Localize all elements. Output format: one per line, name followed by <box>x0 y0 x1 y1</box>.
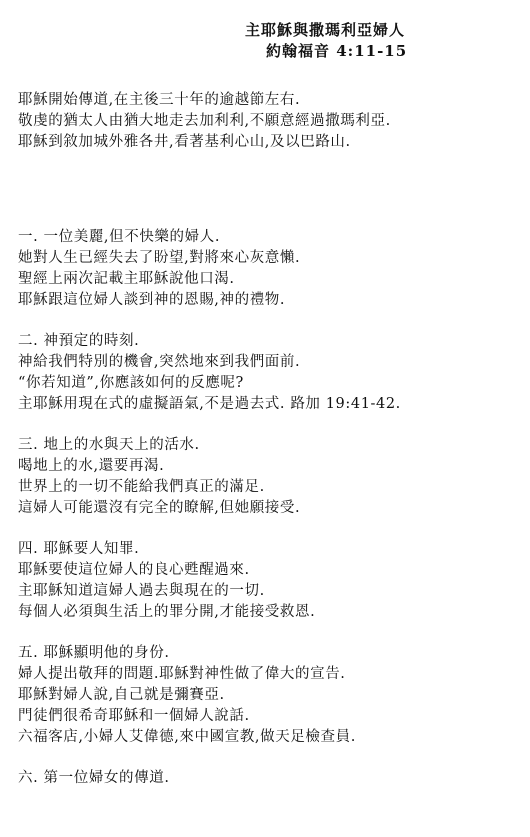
section-heading: 五. 耶穌顯明他的身份. <box>18 645 170 661</box>
section-line: “你若知道”,你應該如何的反應呢? <box>18 375 244 391</box>
section-line: 門徒們很希奇耶穌和一個婦人說話. <box>18 708 250 724</box>
intro-line: 耶穌開始傳道,在主後三十年的逾越節左右. <box>18 92 301 108</box>
document-body <box>18 90 518 789</box>
section-line: 她對人生已經失去了盼望,對將來心灰意懶. <box>18 250 301 266</box>
section-line: 耶穌對婦人說,自己就是彌賽亞. <box>18 687 225 703</box>
section-3 <box>18 435 518 519</box>
section-line: 主耶穌知道這婦人過去與現在的一切. <box>18 583 265 599</box>
section-6 <box>18 768 518 789</box>
section-line: 世界上的一切不能給我們真正的滿足. <box>18 479 265 495</box>
section-line: 神給我們特別的機會,突然地來到我們面前. <box>18 354 301 370</box>
section-line: 每個人必須與生活上的罪分開,才能接受救恩. <box>18 604 316 620</box>
section-line: 聖經上兩次記載主耶穌說他口渴. <box>18 271 235 287</box>
section-heading: 二. 神預定的時刻. <box>18 333 140 349</box>
section-1 <box>18 227 518 311</box>
section-4 <box>18 539 518 623</box>
intro-line: 敬虔的猶太人由猶大地走去加利利,不願意經過撒瑪利亞. <box>18 113 391 129</box>
section-line: 六福客店,小婦人艾偉德,來中國宣教,做天足檢查員. <box>18 729 356 745</box>
section-heading: 三. 地上的水與天上的活水. <box>18 437 200 453</box>
section-heading: 一. 一位美麗,但不快樂的婦人. <box>18 229 221 245</box>
section-line: 這婦人可能還沒有完全的瞭解,但她願接受. <box>18 500 301 516</box>
section-line: 耶穌要使這位婦人的良心甦醒過來. <box>18 562 250 578</box>
section-heading: 六. 第一位婦女的傳道. <box>18 770 170 786</box>
document-title: 主耶穌與撒瑪利亞婦人 <box>245 21 406 39</box>
section-2 <box>18 331 518 415</box>
intro-paragraph <box>18 90 518 153</box>
intro-line: 耶穌到敘加城外雅各井,看著基利心山,及以巴路山. <box>18 134 351 150</box>
section-line: 喝地上的水,還要再渴. <box>18 458 165 474</box>
section-5 <box>18 643 518 748</box>
scripture-reference: 約翰福音 4:11-15 <box>266 42 408 60</box>
section-heading: 四. 耶穌要人知罪. <box>18 541 140 557</box>
section-line: 婦人提出敬拜的問題.耶穌對神性做了偉大的宣告. <box>18 666 346 682</box>
section-line: 耶穌跟這位婦人談到神的恩賜,神的禮物. <box>18 292 286 308</box>
section-line: 主耶穌用現在式的虛擬語氣,不是過去式. 路加 19:41-42. <box>18 396 401 412</box>
title-block <box>245 20 475 62</box>
